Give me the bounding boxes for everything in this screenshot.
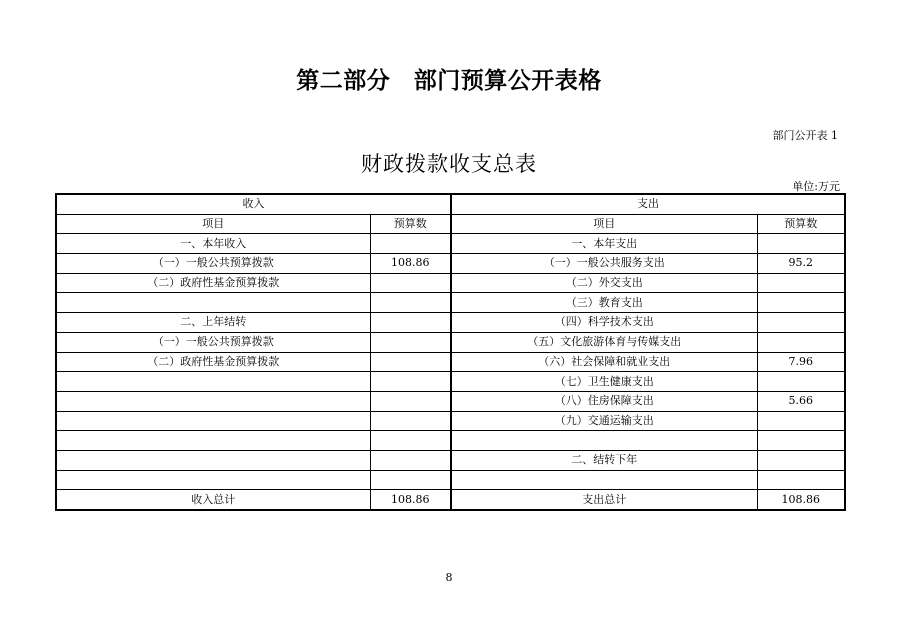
income-item-cell — [56, 450, 370, 470]
table-row — [56, 352, 845, 372]
income-item-cell: 二、上年结转 — [56, 313, 370, 333]
expense-budget-header: 预算数 — [757, 214, 845, 234]
expense-item-cell: （九）交通运输支出 — [451, 411, 757, 431]
income-value-cell: 108.86 — [370, 490, 451, 510]
expense-value-cell — [757, 313, 845, 333]
income-value-cell — [370, 431, 451, 451]
table-row — [56, 254, 845, 274]
expense-value-cell — [757, 234, 845, 254]
table-row — [56, 293, 845, 313]
table-header-row — [56, 214, 845, 234]
income-item-cell: （一）一般公共预算拨款 — [56, 254, 370, 274]
income-item-cell: 收入总计 — [56, 490, 370, 510]
page-number: 8 — [445, 571, 453, 584]
table-header-row-group — [56, 194, 845, 214]
expense-item-cell: （二）外交支出 — [451, 273, 757, 293]
expense-item-cell: （四）科学技术支出 — [451, 313, 757, 333]
income-header: 收入 — [56, 194, 451, 214]
expense-value-cell: 95.2 — [757, 254, 845, 274]
table-row — [56, 431, 845, 451]
income-item-cell — [56, 293, 370, 313]
part-title: 第二部分 部门预算公开表格 — [296, 68, 602, 94]
income-item-cell: （二）政府性基金预算拨款 — [56, 273, 370, 293]
expense-value-cell — [757, 372, 845, 392]
expense-item-cell: （七）卫生健康支出 — [451, 372, 757, 392]
expense-value-cell: 5.66 — [757, 391, 845, 411]
table-row — [56, 391, 845, 411]
table-row — [56, 332, 845, 352]
income-item-cell: 一、本年收入 — [56, 234, 370, 254]
table-row — [56, 411, 845, 431]
expense-item-cell — [451, 431, 757, 451]
table-row — [56, 273, 845, 293]
income-value-cell — [370, 332, 451, 352]
income-value-cell — [370, 293, 451, 313]
income-item-cell: （一）一般公共预算拨款 — [56, 332, 370, 352]
income-value-cell: 108.86 — [370, 254, 451, 274]
income-item-cell: （二）政府性基金预算拨款 — [56, 352, 370, 372]
expense-value-cell — [757, 470, 845, 490]
income-budget-header: 预算数 — [370, 214, 451, 234]
income-value-cell — [370, 352, 451, 372]
expense-value-cell — [757, 332, 845, 352]
expense-item-cell: 支出总计 — [451, 490, 757, 510]
expense-header: 支出 — [451, 194, 845, 214]
expense-value-cell — [757, 450, 845, 470]
income-value-cell — [370, 391, 451, 411]
expense-item-cell: （五）文化旅游体育与传媒支出 — [451, 332, 757, 352]
income-value-cell — [370, 273, 451, 293]
income-value-cell — [370, 470, 451, 490]
expense-item-cell — [451, 470, 757, 490]
income-value-cell — [370, 234, 451, 254]
expense-value-cell: 7.96 — [757, 352, 845, 372]
expense-item-header: 项目 — [451, 214, 757, 234]
expense-value-cell — [757, 431, 845, 451]
table-body — [56, 234, 845, 510]
expense-item-cell: 二、结转下年 — [451, 450, 757, 470]
table-row — [56, 470, 845, 490]
expense-item-cell: （三）教育支出 — [451, 293, 757, 313]
expense-value-cell — [757, 273, 845, 293]
table-row — [56, 234, 845, 254]
unit-label: 单位:万元 — [792, 180, 840, 193]
table-row — [56, 490, 845, 510]
expense-item-cell: 一、本年支出 — [451, 234, 757, 254]
income-item-cell — [56, 372, 370, 392]
expense-item-cell: （六）社会保障和就业支出 — [451, 352, 757, 372]
income-value-cell — [370, 313, 451, 333]
income-item-cell — [56, 470, 370, 490]
expense-value-cell — [757, 411, 845, 431]
expense-item-cell: （八）住房保障支出 — [451, 391, 757, 411]
income-item-cell — [56, 391, 370, 411]
expense-value-cell — [757, 293, 845, 313]
budget-table — [55, 193, 846, 511]
expense-value-cell: 108.86 — [757, 490, 845, 510]
table-row — [56, 450, 845, 470]
table-number: 部门公开表 1 — [772, 129, 838, 142]
table-row — [56, 313, 845, 333]
table-title: 财政拨款收支总表 — [361, 152, 537, 176]
table-row — [56, 372, 845, 392]
expense-item-cell: （一）一般公共服务支出 — [451, 254, 757, 274]
income-value-cell — [370, 411, 451, 431]
income-value-cell — [370, 372, 451, 392]
income-item-cell — [56, 411, 370, 431]
income-item-header: 项目 — [56, 214, 370, 234]
income-item-cell — [56, 431, 370, 451]
income-value-cell — [370, 450, 451, 470]
